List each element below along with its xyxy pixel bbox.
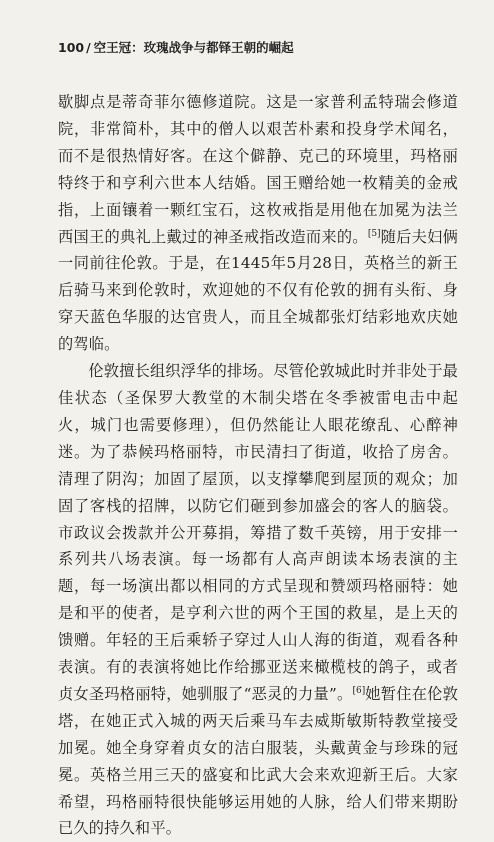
footnote-reference: [6] [352, 685, 366, 696]
paragraph-text: 伦敦擅长组织浮华的排场。尽管伦敦城此时并非处于最佳状态（圣保罗大教堂的木制尖塔在冬季被雷电击中起火，城门也需要修理），但仍然能让人眼花缭乱、心醉神迷。为了恭候玛格丽特，市民清扫了街道，收拾了房舍。清理了阴沟；加固了屋顶，以支撑攀爬到屋顶的观众；加固了客栈的招牌，以防它们砸到参加盛会的客人的脑袋。市政议会拨款并公开募捐，筹措了数千英镑，用于安排一系列共八场表演。每一场都有人高声朗读本场表演的主题，每一场演出都以相同的方式呈现和赞颂玛格丽特：她是和平的使者，是亨利六世的两个王国的救星，是上天的馈赠。年轻的王后乘轿子穿过人山人海的街道，观看各种表演。有的表演将她比作给挪亚送来橄榄枝的鸽子，或者贞女圣玛格丽特，她驯服了“恶灵的力量”。 [58, 362, 458, 703]
footnote-reference: [5] [367, 228, 381, 239]
body-text [58, 89, 458, 842]
book-title: 空王冠：玫瑰战争与都铎王朝的崛起 [93, 40, 294, 55]
paragraph-text: 歇脚点是蒂奇菲尔德修道院。这是一家普利孟特瑞会修道院，非常简朴，其中的僧人以艰苦朴素和投身学术闻名，而不是很热情好客。在这个僻静、克己的环境里，玛格丽特终于和亨利六世本人结婚。国王赠给她一枚精美的金戒指，上面镶着一颗红宝石，这枚戒指是用他在加冕为法兰西国王的典礼上戴过的神圣戒指改造而来的。 [58, 93, 458, 246]
paragraph [58, 358, 458, 842]
paragraph-text: 随后夫妇俩一同前往伦敦。于是，在1445年5月28日，英格兰的新王后骑马来到伦敦时，欢迎她的不仅有伦敦的拥有头衔、身穿天蓝色华服的达官贵人，而且全城都张灯结彩地欢庆她的驾临。 [58, 227, 459, 354]
paragraph [58, 89, 458, 358]
paragraph-text: 她暂住在伦敦塔，在她正式入城的两天后乘马车去威斯敏斯特教堂接受加冕。她全身穿着贞女的洁白服装，头戴黄金与珍珠的冠冕。英格兰用三天的盛宴和比武大会来欢迎新王后。大家希望，玛格丽特很快能够运用她的人脉，给人们带来期盼已久的持久和平。 [58, 684, 459, 838]
page-number: 100 [58, 40, 85, 55]
header-separator: / [86, 40, 91, 55]
running-header [58, 38, 458, 56]
